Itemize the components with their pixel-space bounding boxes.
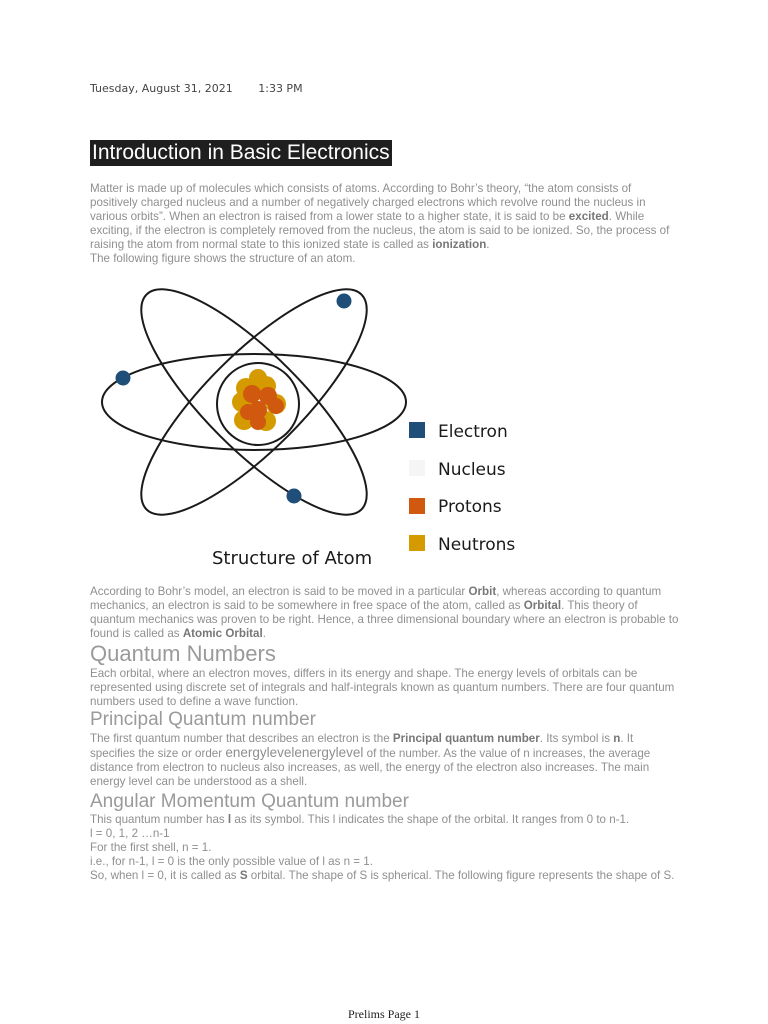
term-n: n [613,732,621,745]
legend-swatch-nucleus [409,460,425,476]
nucleus [232,369,286,431]
angular-text: orbital. The shape of S is spherical. The following figure represents the shape of S. [247,869,675,882]
bohr-text: , whereas according to quantum mechanics, an electron is said to be somewhere in free space of the atom, called as [90,585,662,612]
principal-text: of the number. As the value of n increases, the average distance from electron to nucleus also increases, as well, the energy of the electron also increases. The main energy level can be understood as a shell. [90,747,651,788]
term-orbital: Orbital [523,599,562,612]
intro-text: Matter is made up of molecules which consists of atoms. According to Bohr’s theory, “the atom consists of positively charged nucleus and a number of negatively charged electrons which revolve round the nucleus in various orbits”. When an electron is raised from a lower state to a higher state, it is said to be [90,182,646,223]
angular-paragraph [90,813,680,883]
intro-paragraph [90,182,680,266]
legend-label-electron: Electron [438,422,508,442]
legend-label-protons: Protons [438,497,502,517]
intro-figure-reference: The following figure shows the structure of an atom. [90,252,356,265]
page-footer: Prelims Page 1 [348,1007,420,1021]
legend-label-nucleus: Nucleus [438,460,506,480]
term-atomic-orbital: Atomic Orbital [182,627,263,640]
principal-text: . Its symbol is [539,732,614,745]
angular-range: l = 0, 1, 2 …n-1 [90,827,170,840]
intro-text: . While exciting, if the electron is completely removed from the nucleus, the atom is said to be ionized. So, the process of raising the atom from normal state to this ionized state is called as [90,210,670,251]
term-principal-quantum-number: Principal quantum number [392,732,540,745]
principal-text: . It specifies the size or order [90,732,634,760]
quantum-paragraph: Each orbital, where an electron moves, differs in its energy and shape. The energy levels of orbitals can be represented using discrete set of integrals and half-integrals known as quantum numbers. There are four quantum numbers used to define a wave function. [90,667,675,708]
heading-quantum-numbers: Quantum Numbers [90,641,276,666]
electron-dot [337,294,352,309]
heading-principal-quantum-number: Principal Quantum number [90,709,316,730]
energy-level-formula: energylevelenergylevel [225,745,364,760]
bohr-text: . [262,627,266,640]
electron-dot [116,371,131,386]
angular-text: This quantum number has [90,813,228,826]
electron-dot [287,489,302,504]
heading-angular-momentum-quantum-number: Angular Momentum Quantum number [90,791,409,812]
term-l: l [227,813,232,826]
angular-text: as its symbol. This l indicates the shape of the orbital. It ranges from 0 to n-1. [231,813,630,826]
term-orbit: Orbit [468,585,497,598]
page-title: Introduction in Basic Electronics [92,141,390,164]
principal-paragraph [90,732,680,789]
legend-swatch-neutrons [409,535,425,551]
bohr-text: According to Bohr’s model, an electron is said to be moved in a particular [90,585,469,598]
term-ionization: ionization [432,238,487,251]
intro-text: . [486,238,490,251]
figure-legend [409,422,515,555]
legend-swatch-electron [409,422,425,438]
atom-structure-figure [96,282,536,582]
angular-example: i.e., for n-1, l = 0 is the only possible value of l as n = 1. [90,855,373,868]
note-date: Tuesday, August 31, 2021 [90,82,233,95]
bohr-text: . This theory of quantum mechanics was proven to be right. Hence, a three dimensional boundary where an electron is probable to found is called as [90,599,679,640]
legend-swatch-protons [409,498,425,514]
angular-text: So, when l = 0, it is called as [90,869,240,882]
note-timestamp [90,82,325,95]
bohr-paragraph [90,585,680,641]
angular-first-shell: For the first shell, n = 1. [90,841,212,854]
figure-caption: Structure of Atom [212,548,373,569]
term-excited: excited [568,210,609,223]
legend-label-neutrons: Neutrons [438,535,516,555]
note-time: 1:33 PM [258,82,303,95]
term-s: S [239,869,248,882]
principal-text: The first quantum number that describes an electron is the [90,732,393,745]
